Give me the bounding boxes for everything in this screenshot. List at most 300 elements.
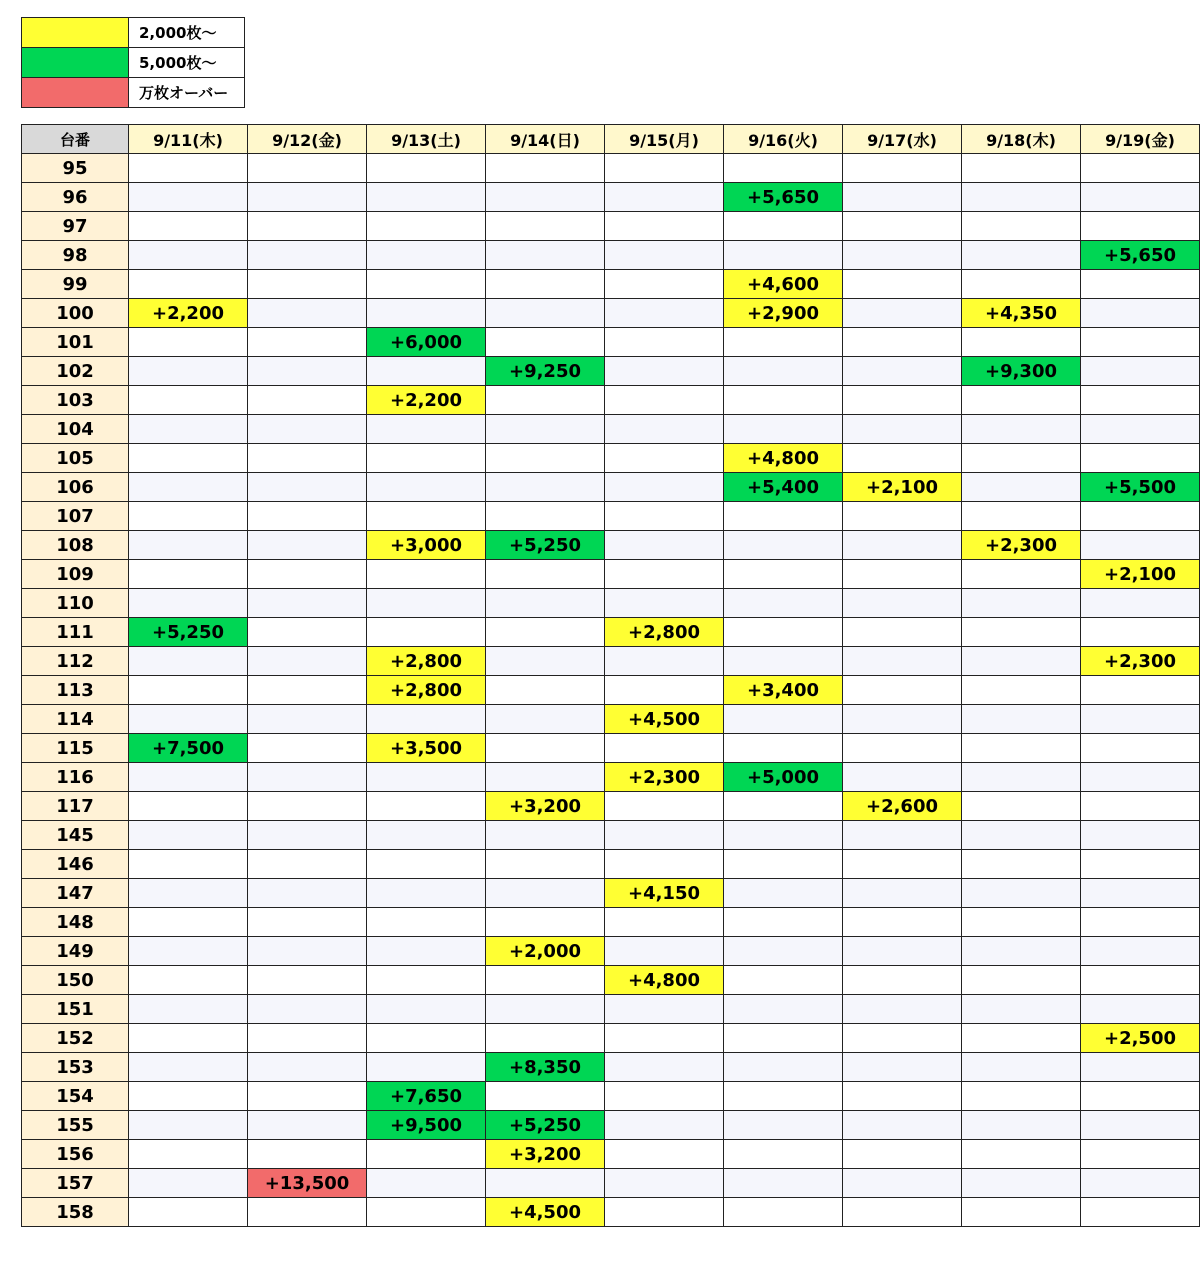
- payout-cell: [724, 1169, 843, 1198]
- payout-cell: [248, 154, 367, 183]
- payout-cell: [724, 879, 843, 908]
- table-row: [22, 966, 1200, 995]
- payout-cell: [605, 212, 724, 241]
- payout-cell: [367, 502, 486, 531]
- payout-cell: [367, 879, 486, 908]
- table-row: [22, 792, 1200, 821]
- payout-cell: [129, 763, 248, 792]
- payout-cell: [129, 531, 248, 560]
- payout-cell: [843, 763, 962, 792]
- payout-cell: [1081, 444, 1200, 473]
- payout-cell: [605, 560, 724, 589]
- machine-number-header: 台番: [22, 125, 129, 154]
- payout-cell: [1081, 357, 1200, 386]
- payout-cell: [486, 299, 605, 328]
- payout-cell: [724, 1053, 843, 1082]
- legend-body: [22, 18, 245, 108]
- payout-cell: +4,350: [962, 299, 1081, 328]
- payout-cell: [843, 241, 962, 270]
- payout-cell: [486, 241, 605, 270]
- payout-cell: [962, 183, 1081, 212]
- payout-cell: [1081, 618, 1200, 647]
- payout-cell: [367, 966, 486, 995]
- date-header: 9/16(火): [724, 125, 843, 154]
- payout-cell: +3,200: [486, 1140, 605, 1169]
- payout-cell: [129, 357, 248, 386]
- payout-cell: [129, 1053, 248, 1082]
- payout-cell: [367, 995, 486, 1024]
- payout-cell: [486, 821, 605, 850]
- payout-cell: [486, 154, 605, 183]
- payout-cell: [486, 589, 605, 618]
- payout-cell: [367, 270, 486, 299]
- payout-cell: [605, 1198, 724, 1227]
- table-row: [22, 154, 1200, 183]
- payout-cell: [367, 183, 486, 212]
- machine-number: 114: [22, 705, 129, 734]
- payout-cell: [843, 415, 962, 444]
- payout-cell: [1081, 734, 1200, 763]
- payout-cell: [129, 995, 248, 1024]
- payout-cell: [248, 676, 367, 705]
- machine-number: 156: [22, 1140, 129, 1169]
- payout-cell: +2,200: [129, 299, 248, 328]
- payout-cell: [486, 850, 605, 879]
- payout-cell: [843, 821, 962, 850]
- machine-number: 97: [22, 212, 129, 241]
- payout-cell: [962, 386, 1081, 415]
- payout-table: [21, 124, 1200, 1227]
- payout-cell: [1081, 386, 1200, 415]
- payout-cell: [248, 1198, 367, 1227]
- payout-cell: [605, 792, 724, 821]
- payout-cell: [129, 705, 248, 734]
- payout-cell: [843, 995, 962, 1024]
- payout-cell: [962, 473, 1081, 502]
- payout-cell: [1081, 821, 1200, 850]
- table-row: [22, 821, 1200, 850]
- payout-cell: [843, 1198, 962, 1227]
- payout-cell: [129, 560, 248, 589]
- payout-cell: [367, 241, 486, 270]
- payout-cell: [486, 415, 605, 444]
- payout-cell: [843, 705, 962, 734]
- payout-cell: [724, 212, 843, 241]
- payout-cell: +5,500: [1081, 473, 1200, 502]
- payout-cell: +4,150: [605, 879, 724, 908]
- machine-number: 148: [22, 908, 129, 937]
- payout-cell: [962, 328, 1081, 357]
- machine-number: 103: [22, 386, 129, 415]
- payout-cell: [248, 415, 367, 444]
- payout-cell: [486, 734, 605, 763]
- payout-cell: [367, 212, 486, 241]
- machine-number: 96: [22, 183, 129, 212]
- payout-cell: [129, 415, 248, 444]
- payout-cell: [605, 154, 724, 183]
- legend-swatch: [22, 78, 129, 108]
- payout-cell: [1081, 937, 1200, 966]
- payout-cell: [129, 908, 248, 937]
- table-row: [22, 444, 1200, 473]
- payout-cell: [486, 908, 605, 937]
- payout-cell: [367, 444, 486, 473]
- legend-row: [22, 48, 245, 78]
- payout-cell: [724, 241, 843, 270]
- payout-cell: +5,250: [486, 531, 605, 560]
- machine-number: 98: [22, 241, 129, 270]
- payout-cell: +3,200: [486, 792, 605, 821]
- payout-cell: [129, 792, 248, 821]
- machine-number: 101: [22, 328, 129, 357]
- payout-cell: [605, 1082, 724, 1111]
- payout-cell: [248, 850, 367, 879]
- payout-cell: [605, 1140, 724, 1169]
- payout-cell: [605, 299, 724, 328]
- payout-cell: [129, 821, 248, 850]
- payout-cell: +2,000: [486, 937, 605, 966]
- payout-cell: [486, 502, 605, 531]
- payout-cell: [962, 1169, 1081, 1198]
- payout-cell: [843, 328, 962, 357]
- payout-cell: [605, 502, 724, 531]
- payout-cell: +2,300: [962, 531, 1081, 560]
- machine-number: 158: [22, 1198, 129, 1227]
- table-row: [22, 473, 1200, 502]
- payout-cell: [129, 937, 248, 966]
- payout-cell: [843, 270, 962, 299]
- payout-cell: [1081, 415, 1200, 444]
- payout-cell: [605, 850, 724, 879]
- payout-cell: [724, 328, 843, 357]
- payout-cell: [724, 1111, 843, 1140]
- payout-cell: [962, 415, 1081, 444]
- payout-cell: [605, 589, 724, 618]
- payout-cell: [843, 299, 962, 328]
- payout-cell: [486, 183, 605, 212]
- table-row: [22, 1169, 1200, 1198]
- payout-cell: +2,100: [843, 473, 962, 502]
- payout-cell: [367, 1140, 486, 1169]
- payout-cell: [1081, 705, 1200, 734]
- payout-cell: [248, 444, 367, 473]
- payout-cell: [248, 937, 367, 966]
- payout-cell: [843, 386, 962, 415]
- machine-number: 147: [22, 879, 129, 908]
- payout-cell: +9,250: [486, 357, 605, 386]
- payout-cell: [962, 212, 1081, 241]
- payout-cell: [724, 1082, 843, 1111]
- table-row: [22, 328, 1200, 357]
- table-row: [22, 589, 1200, 618]
- table-row: [22, 1198, 1200, 1227]
- payout-cell: [605, 995, 724, 1024]
- legend-label: 5,000枚〜: [129, 48, 245, 78]
- table-row: [22, 1053, 1200, 1082]
- payout-cell: +2,200: [367, 386, 486, 415]
- payout-cell: [1081, 328, 1200, 357]
- payout-cell: [129, 212, 248, 241]
- date-header: 9/14(日): [486, 125, 605, 154]
- machine-number: 157: [22, 1169, 129, 1198]
- payout-cell: [486, 676, 605, 705]
- payout-cell: [843, 444, 962, 473]
- machine-number: 100: [22, 299, 129, 328]
- machine-number: 154: [22, 1082, 129, 1111]
- table-row: [22, 386, 1200, 415]
- payout-cell: [843, 1053, 962, 1082]
- machine-number: 153: [22, 1053, 129, 1082]
- payout-cell: [1081, 299, 1200, 328]
- payout-cell: [367, 705, 486, 734]
- payout-cell: [843, 212, 962, 241]
- machine-number: 99: [22, 270, 129, 299]
- payout-cell: [962, 154, 1081, 183]
- legend-row: [22, 78, 245, 108]
- payout-cell: [129, 270, 248, 299]
- payout-cell: [843, 676, 962, 705]
- payout-cell: [724, 705, 843, 734]
- payout-cell: [248, 734, 367, 763]
- payout-cell: [248, 299, 367, 328]
- payout-cell: [486, 763, 605, 792]
- payout-cell: [843, 908, 962, 937]
- machine-number: 152: [22, 1024, 129, 1053]
- payout-cell: +2,100: [1081, 560, 1200, 589]
- payout-cell: [129, 589, 248, 618]
- table-row: [22, 676, 1200, 705]
- payout-cell: [248, 531, 367, 560]
- payout-cell: [605, 1169, 724, 1198]
- payout-cell: [724, 937, 843, 966]
- payout-cell: [962, 241, 1081, 270]
- payout-cell: [605, 647, 724, 676]
- payout-cell: [724, 1140, 843, 1169]
- date-header: 9/19(金): [1081, 125, 1200, 154]
- payout-cell: [605, 676, 724, 705]
- payout-cell: [605, 531, 724, 560]
- payout-cell: +2,800: [605, 618, 724, 647]
- payout-cell: [367, 850, 486, 879]
- payout-cell: [129, 328, 248, 357]
- payout-cell: [724, 734, 843, 763]
- table-row: [22, 763, 1200, 792]
- payout-cell: [724, 560, 843, 589]
- payout-cell: [248, 183, 367, 212]
- payout-cell: +5,000: [724, 763, 843, 792]
- payout-cell: [486, 879, 605, 908]
- table-row: [22, 415, 1200, 444]
- payout-cell: [248, 618, 367, 647]
- date-header: 9/13(土): [367, 125, 486, 154]
- payout-cell: [248, 473, 367, 502]
- payout-cell: [129, 241, 248, 270]
- payout-cell: [367, 1053, 486, 1082]
- payout-cell: [962, 850, 1081, 879]
- payout-cell: [605, 415, 724, 444]
- payout-cell: [1081, 1198, 1200, 1227]
- payout-cell: [486, 705, 605, 734]
- payout-cell: [248, 502, 367, 531]
- payout-cell: [248, 212, 367, 241]
- payout-cell: [486, 966, 605, 995]
- payout-cell: [843, 850, 962, 879]
- payout-cell: [129, 386, 248, 415]
- payout-cell: [962, 995, 1081, 1024]
- payout-cell: [367, 763, 486, 792]
- payout-cell: [962, 1140, 1081, 1169]
- payout-cell: [962, 647, 1081, 676]
- payout-cell: +9,300: [962, 357, 1081, 386]
- payout-cell: [486, 647, 605, 676]
- payout-cell: [1081, 502, 1200, 531]
- payout-cell: +3,500: [367, 734, 486, 763]
- machine-number: 107: [22, 502, 129, 531]
- payout-cell: [962, 676, 1081, 705]
- payout-cell: [248, 763, 367, 792]
- payout-cell: [486, 618, 605, 647]
- payout-cell: +2,600: [843, 792, 962, 821]
- payout-cell: [248, 647, 367, 676]
- payout-cell: [1081, 879, 1200, 908]
- payout-cell: [724, 966, 843, 995]
- date-header: 9/12(金): [248, 125, 367, 154]
- payout-cell: [962, 444, 1081, 473]
- payout-cell: [605, 821, 724, 850]
- table-body: [22, 154, 1200, 1227]
- payout-cell: [1081, 966, 1200, 995]
- machine-number: 106: [22, 473, 129, 502]
- payout-cell: [367, 1198, 486, 1227]
- payout-cell: [724, 821, 843, 850]
- payout-cell: [367, 154, 486, 183]
- payout-cell: [962, 879, 1081, 908]
- payout-cell: +4,500: [486, 1198, 605, 1227]
- legend-label: 2,000枚〜: [129, 18, 245, 48]
- legend-swatch: [22, 18, 129, 48]
- payout-cell: [248, 589, 367, 618]
- payout-cell: [724, 589, 843, 618]
- payout-cell: +6,000: [367, 328, 486, 357]
- machine-number: 108: [22, 531, 129, 560]
- payout-cell: [248, 966, 367, 995]
- payout-cell: [605, 1111, 724, 1140]
- payout-cell: [486, 473, 605, 502]
- payout-cell: [248, 357, 367, 386]
- payout-cell: [248, 1111, 367, 1140]
- table-row: [22, 560, 1200, 589]
- legend-swatch: [22, 48, 129, 78]
- payout-cell: +4,600: [724, 270, 843, 299]
- machine-number: 145: [22, 821, 129, 850]
- payout-cell: [129, 183, 248, 212]
- payout-cell: [129, 879, 248, 908]
- payout-cell: [486, 386, 605, 415]
- table-row: [22, 647, 1200, 676]
- payout-cell: +5,650: [724, 183, 843, 212]
- machine-number: 117: [22, 792, 129, 821]
- payout-cell: [843, 734, 962, 763]
- payout-cell: [962, 502, 1081, 531]
- payout-cell: [962, 705, 1081, 734]
- payout-cell: +7,500: [129, 734, 248, 763]
- payout-cell: [843, 154, 962, 183]
- payout-cell: [367, 792, 486, 821]
- payout-cell: +4,800: [724, 444, 843, 473]
- payout-cell: [605, 357, 724, 386]
- payout-cell: +7,650: [367, 1082, 486, 1111]
- payout-cell: [367, 937, 486, 966]
- payout-cell: [1081, 183, 1200, 212]
- machine-number: 110: [22, 589, 129, 618]
- payout-cell: [962, 1082, 1081, 1111]
- payout-cell: [1081, 589, 1200, 618]
- payout-cell: [129, 1082, 248, 1111]
- date-header: 9/18(木): [962, 125, 1081, 154]
- payout-cell: [724, 618, 843, 647]
- table-row: [22, 531, 1200, 560]
- payout-cell: [129, 1169, 248, 1198]
- payout-cell: [1081, 763, 1200, 792]
- date-header: 9/15(月): [605, 125, 724, 154]
- payout-cell: [962, 618, 1081, 647]
- payout-cell: [1081, 531, 1200, 560]
- payout-cell: [724, 908, 843, 937]
- payout-cell: [843, 1111, 962, 1140]
- date-header: 9/17(水): [843, 125, 962, 154]
- payout-cell: [843, 531, 962, 560]
- table-row: [22, 734, 1200, 763]
- payout-cell: [1081, 1053, 1200, 1082]
- payout-cell: [248, 995, 367, 1024]
- table-row: [22, 879, 1200, 908]
- payout-cell: [248, 328, 367, 357]
- payout-cell: [843, 183, 962, 212]
- machine-number: 155: [22, 1111, 129, 1140]
- payout-cell: [724, 850, 843, 879]
- payout-cell: [843, 502, 962, 531]
- payout-cell: [129, 444, 248, 473]
- table-row: [22, 502, 1200, 531]
- payout-cell: [248, 241, 367, 270]
- payout-cell: [962, 908, 1081, 937]
- machine-number: 95: [22, 154, 129, 183]
- payout-cell: [962, 937, 1081, 966]
- payout-cell: [129, 473, 248, 502]
- payout-cell: [367, 357, 486, 386]
- payout-cell: +13,500: [248, 1169, 367, 1198]
- payout-cell: [605, 386, 724, 415]
- machine-number: 111: [22, 618, 129, 647]
- payout-cell: [367, 908, 486, 937]
- payout-cell: [843, 560, 962, 589]
- payout-cell: [248, 1053, 367, 1082]
- payout-cell: [1081, 850, 1200, 879]
- payout-cell: [843, 937, 962, 966]
- payout-cell: [843, 1024, 962, 1053]
- machine-number: 149: [22, 937, 129, 966]
- payout-cell: [962, 1024, 1081, 1053]
- table-row: [22, 1111, 1200, 1140]
- payout-cell: [129, 647, 248, 676]
- payout-cell: +5,250: [486, 1111, 605, 1140]
- payout-cell: [843, 589, 962, 618]
- payout-cell: [248, 270, 367, 299]
- payout-cell: [129, 154, 248, 183]
- table-row: [22, 1024, 1200, 1053]
- payout-cell: [605, 444, 724, 473]
- table-row: [22, 299, 1200, 328]
